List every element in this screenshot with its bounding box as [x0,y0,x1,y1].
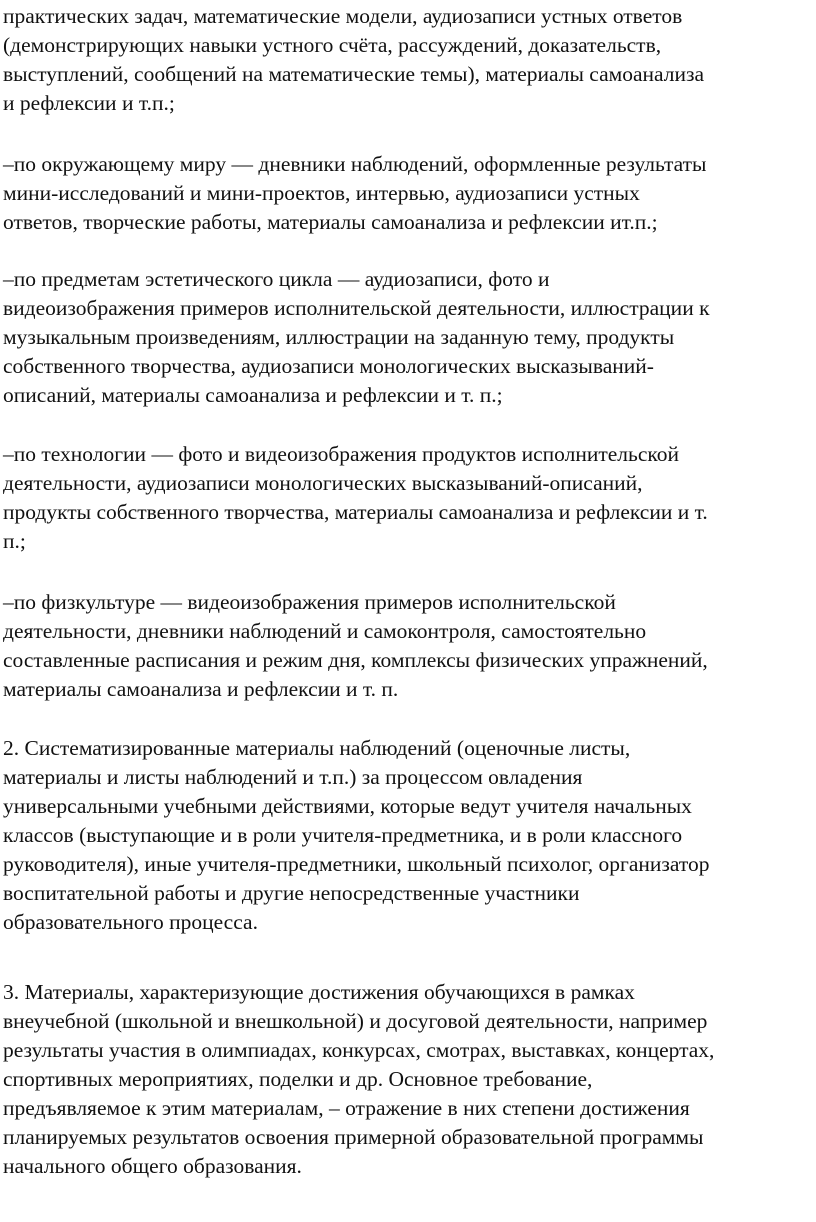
paragraph-technology: –по технологии — фото и видеоизображения продуктов исполнительской деятельности, аудиозаписи монологических высказываний-описаний, продукты собственного творчества, материалы самоанализа и рефлексии и т. п.; [3,442,708,553]
paragraph-extracurricular-materials: 3. Материалы, характеризующие достижения обучающихся в рамках внеучебной (школьной и внешкольной) и досуговой деятельности, например результаты участия в олимпиадах, конкурсах, смотрах, выставках, концертах, спортивных мероприятиях, поделки и др. Основное требование, предъявляемое к этим материалам, – отражение в них степени достижения планируемых результатов освоения примерной образовательной программы начального общего образования. [3,980,715,1178]
paragraph-physical-education: –по физкультуре — видеоизображения примеров исполнительской деятельности, дневники наблюдений и самоконтроля, самостоятельно составленные расписания и режим дня, комплексы физических упражнений, материалы самоанализа и рефлексии и т. п. [3,590,708,701]
paragraph-aesthetic: –по предметам эстетического цикла — аудиозаписи, фото и видеоизображения примеров исполнительской деятельности, иллюстрации к музыкальным произведениям, иллюстрации на заданную тему, продукты собственного творчества, аудиозаписи монологических высказываний- описаний, материалы самоанализа и рефлексии и т. п.; [3,267,710,407]
paragraph-math: практических задач, математические модели, аудиозаписи устных ответов (демонстрирующих навыки устного счёта, рассуждений, доказательств, выступлений, сообщений на математические темы), материалы самоанализа и рефлексии и т.п.; [3,4,705,115]
paragraph-observation-materials: 2. Систематизированные материалы наблюдений (оценочные листы, материалы и листы наблюдений и т.п.) за процессом овладения универсальными учебными действиями, которые ведут учителя начальных классов (выступающие и в роли учителя-предметника, и в роли классного руководителя), иные учителя-предметники, школьный психолог, организатор воспитательной работы и другие непосредственные участники образовательного процесса. [3,736,710,934]
paragraph-world-around: –по окружающему миру — дневники наблюдений, оформленные результаты мини-исследований и мини-проектов, интервью, аудиозаписи устных ответов, творческие работы, материалы самоанализа и рефлексии ит.п.; [3,152,707,234]
